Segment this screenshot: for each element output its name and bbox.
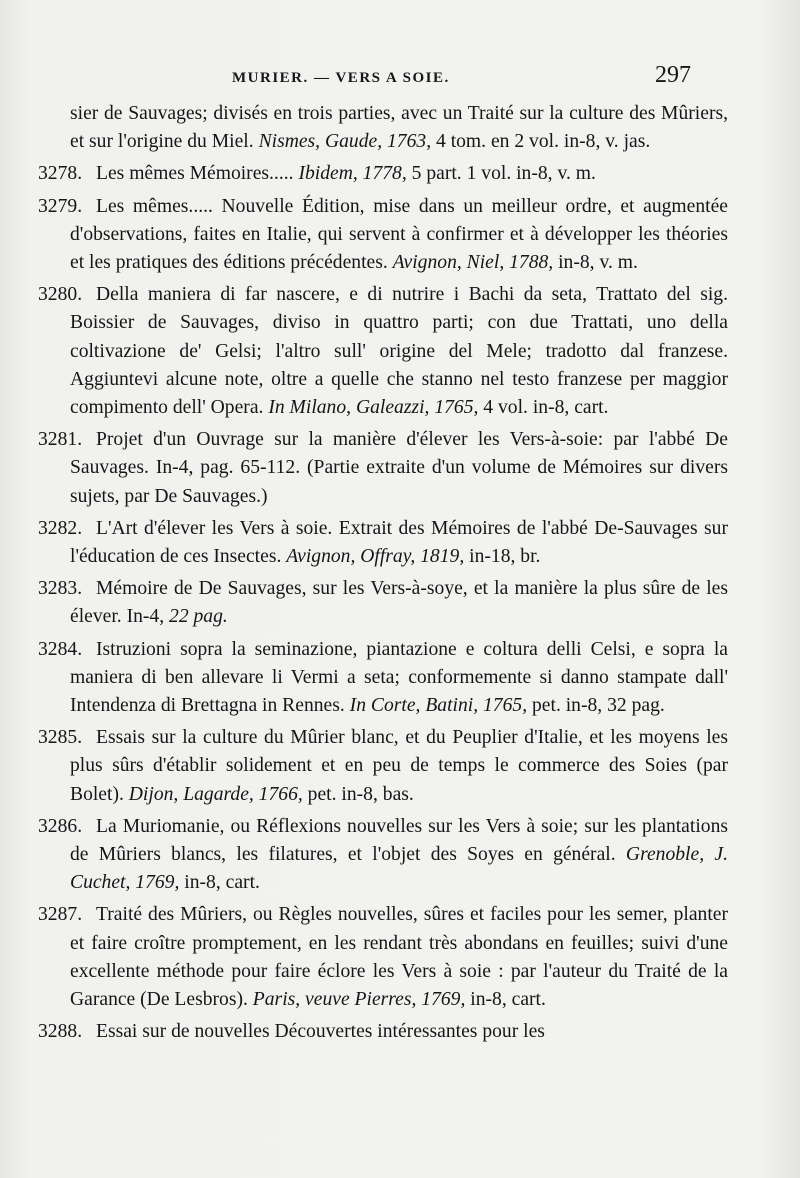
entry-imprint: In Milano, Galeazzi, 1765, [268, 397, 479, 419]
entry-number: 3285. [38, 727, 83, 749]
entry-format: in-8, cart. [465, 989, 546, 1011]
catalogue-entry [38, 426, 728, 511]
entry-format: in-8, v. m. [553, 252, 638, 274]
entry-imprint: Paris, veuve Pierres, 1769, [252, 989, 466, 1011]
entry-text: Della maniera di far nascere, e di nutrire i Bachi da seta, Trattato del sig. Boissier de Sauvages, diviso in quattro parti; con due Trattati, uno della coltivazione de' Gelsi; l'altro sull' origine del Mele; tradotto dal franzese. Aggiuntevi alcune note, oltre a quelle che stanno nel testo franzese per maggior compimento dell' Opera. [70, 284, 728, 419]
entry-imprint: Nismes, Gaude, 1763, [258, 131, 432, 153]
entry-imprint: Dijon, Lagarde, 1766, [128, 783, 303, 805]
catalogue-entry [38, 575, 728, 631]
entry-format: 4 vol. in-8, cart. [478, 397, 609, 419]
entry-imprint: Avignon, Offray, 1819, [286, 546, 465, 568]
entry-number: 3288. [38, 1021, 83, 1043]
entry-text: Les mêmes..... Nouvelle Édition, mise dans un meilleur ordre, et augmentée d'observations, faites en Italie, qui servent à confirmer et à développer les théories et les pratiques des éditions précédentes. [70, 195, 728, 274]
entry-format: 4 tom. en 2 vol. in-8, v. jas. [431, 131, 651, 153]
entry-text: sier de Sauvages; divisés en trois parties, avec un Traité sur la culture des Mûriers, et sur l'origine du Miel. [70, 103, 728, 153]
catalogue-entries [38, 100, 728, 1051]
page-number: 297 [655, 62, 691, 88]
entry-imprint: Ibidem, 1778, [298, 163, 407, 185]
entry-format: pet. in-8, 32 pag. [527, 695, 665, 717]
entry-number: 3286. [38, 815, 83, 837]
entry-imprint: In Corte, Batini, 1765, [349, 695, 528, 717]
catalogue-entry [38, 160, 728, 188]
catalogue-entry [38, 724, 728, 809]
entry-format: in-18, br. [464, 546, 541, 568]
entry-number: 3278. [38, 163, 83, 185]
entry-number: 3287. [38, 904, 83, 926]
entry-format: in-8, cart. [179, 872, 260, 894]
catalogue-entry [38, 281, 728, 422]
entry-number: 3279. [38, 195, 83, 217]
entry-number: 3282. [38, 517, 83, 539]
entry-text: Mémoire de De Sauvages, sur les Vers-à-soye, et la manière la plus sûre de les élever. In-4, [70, 578, 728, 628]
entry-number: 3280. [38, 284, 83, 306]
entry-text: La Muriomanie, ou Réflexions nouvelles sur les Vers à soie; sur les plantations de Mûriers blancs, les filatures, et l'objet des Soyes en général. [70, 815, 728, 866]
catalogue-entry [38, 193, 728, 278]
catalogue-entry [38, 813, 728, 898]
entry-text: Les mêmes Mémoires..... [96, 163, 299, 185]
catalogue-entry [38, 636, 728, 721]
entry-imprint: 22 pag. [169, 606, 228, 628]
catalogue-entry [38, 515, 728, 571]
page-header [0, 62, 800, 94]
catalogue-entry [38, 901, 728, 1014]
entry-imprint: Avignon, Niel, 1788, [392, 252, 554, 274]
entry-text: Essais sur la culture du Mûrier blanc, et du Peuplier d'Italie, et les moyens les plus sûrs d'établir solidement et en peu de temps le commerce des Soies (par Bolet). [70, 727, 728, 805]
entry-number: 3284. [38, 638, 83, 660]
entry-text: Projet d'un Ouvrage sur la manière d'élever les Vers-à-soie: par l'abbé De Sauvages. In-4, pag. 65-112. (Partie extraite d'un volume de Mémoires sur divers sujets, par De Sauvages.) [70, 429, 728, 507]
entry-number: 3281. [38, 429, 83, 451]
entry-text: Essai sur de nouvelles Découvertes intéressantes pour les [96, 1021, 545, 1043]
entry-text: L'Art d'élever les Vers à soie. Extrait des Mémoires de l'abbé De-Sauvages sur l'éducation de ces Insectes. [70, 517, 728, 568]
running-title: MURIER. — VERS A SOIE. [232, 70, 450, 86]
entry-format: pet. in-8, bas. [302, 783, 414, 805]
catalogue-entry [38, 1018, 728, 1046]
entry-number: 3283. [38, 578, 83, 600]
entry-imprint: Grenoble, J. Cuchet, 1769, [70, 844, 728, 894]
entry-text: Traité des Mûriers, ou Règles nouvelles, sûres et faciles pour les semer, planter et faire croître promptement, en les rendant très abondans en feuilles; suivi d'une excellente méthode pour faire éclore les Vers à soie : par l'auteur du Traité de la Garance (De Lesbros). [70, 904, 728, 1011]
entry-text: Istruzioni sopra la seminazione, piantazione e coltura delli Celsi, e sopra la maniera di ben allevare li Vermi a seta; conformemente si danno stampate dall' Intendenza di Brettagna in Rennes. [70, 638, 728, 717]
catalogue-entry-continued [38, 100, 728, 156]
entry-format: 5 part. 1 vol. in-8, v. m. [406, 163, 596, 185]
